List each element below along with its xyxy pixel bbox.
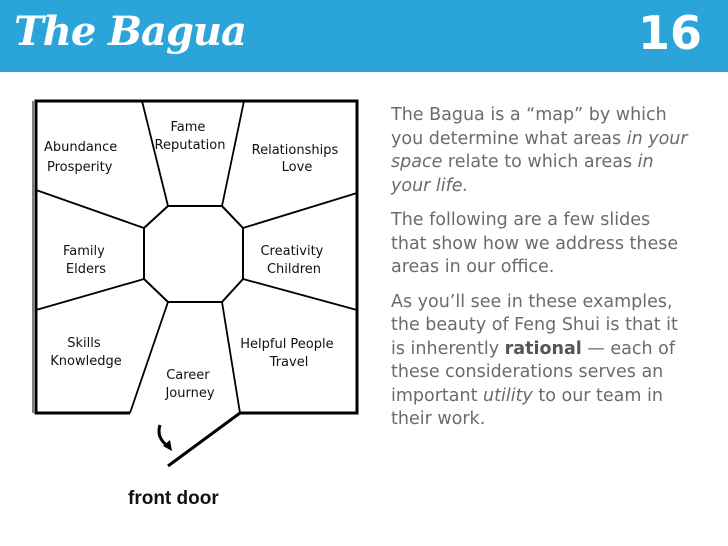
spoke (222, 302, 240, 413)
spoke (130, 302, 168, 413)
spoke (142, 101, 168, 206)
area-label-skills: Skills Knowledge (50, 336, 122, 369)
area-label-relationships: Relationships Love (251, 143, 339, 175)
paragraph-3: As you’ll see in these examples, the beauty of Feng Shui is that it is inherently rational — each of these considerations serves an important utility to our team in their work. (391, 291, 678, 429)
paragraph-2: The following are a few slides that show how we address these areas in our office. (391, 210, 679, 277)
body-text (391, 104, 691, 443)
spoke (243, 279, 357, 310)
slide-number: 16 (637, 6, 702, 60)
spoke (36, 190, 144, 228)
area-label-family: Family Elders (63, 244, 107, 277)
front-door-label: front door (128, 488, 219, 509)
spoke (36, 279, 144, 310)
center-octagon (144, 206, 243, 302)
area-label-career: Career Journey (165, 368, 215, 401)
door-panel (168, 413, 240, 466)
paragraph-1: The Bagua is a “map” by which you determine what areas in your space relate to which areas in your life. (391, 105, 688, 196)
slide-title: The Bagua (14, 8, 246, 55)
area-label-fame: Fame Reputation (154, 120, 226, 153)
door-swing-arrow (159, 425, 168, 446)
area-label-abundance: Abundance Prosperity (44, 140, 118, 175)
area-label-helpful-people: Helpful People Travel (240, 337, 334, 370)
spoke (243, 193, 357, 228)
spoke (222, 101, 244, 206)
area-label-creativity: Creativity Children (260, 244, 324, 277)
